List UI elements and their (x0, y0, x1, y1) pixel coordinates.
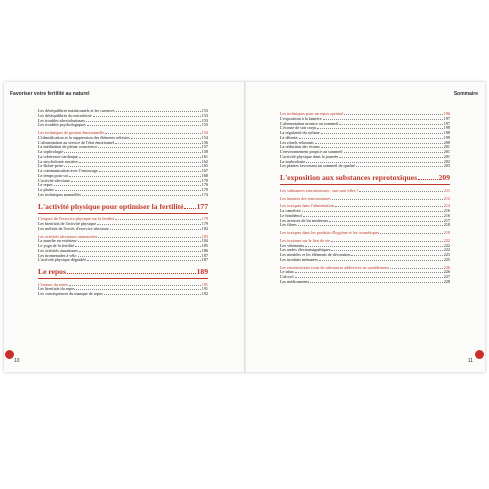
toc-entry-title: L'activité physique dans la journée (280, 153, 339, 159)
toc-entry-page: 222 (443, 247, 450, 252)
toc-chapter-entry (38, 201, 208, 212)
dot-leader (97, 221, 201, 225)
toc-entry-title: Les bienfaits de l'activité physique (38, 221, 96, 226)
toc-entry-title: Les plantes favorisant un sommeil de qualité (280, 163, 355, 168)
dot-leader (79, 154, 201, 158)
toc-entry-title: L'impact de l'exercice physique sur la fertilité (38, 216, 115, 221)
dot-leader (104, 291, 201, 295)
toc-entry-page: 217 (443, 217, 450, 223)
page-number-left: 10 (14, 358, 20, 364)
toc-entry-page: 191 (201, 286, 208, 291)
toc-entry-title: Le yoga de la fertilité (38, 243, 75, 248)
toc-entry-title: Le plaisir (38, 187, 54, 192)
toc-entry-title: Les déséquilibres nutritionnels et les carences (38, 108, 115, 113)
dot-leader (295, 269, 442, 273)
dot-leader (339, 121, 442, 125)
toc-entry-title: L'écoute de son corps (280, 125, 317, 130)
dot-leader (79, 248, 201, 252)
toc-entry-title: L'activité physique pour optimiser la fertilité (38, 201, 184, 211)
toc-entry-page: 153 (201, 112, 208, 118)
dot-leader (390, 264, 443, 268)
toc-entry-title: Les méfaits de l'excès d'exercice physique (38, 225, 109, 231)
toc-section-entry (280, 188, 450, 193)
dot-leader (305, 242, 443, 246)
toc-entry-page: 191 (201, 281, 208, 287)
toc-entry-page: 177 (196, 201, 208, 211)
dot-leader (298, 222, 443, 226)
toc-entry-title: L'impact du repos (38, 281, 69, 287)
toc-entry-page: 170 (201, 182, 208, 187)
toc-entry-title: Le temps pour soi (38, 172, 69, 178)
toc-entry-page: 153 (201, 122, 208, 127)
dot-leader (99, 168, 201, 172)
toc-entry-page: 154 (201, 134, 208, 140)
toc-entry-page: 186 (201, 247, 208, 253)
dot-leader (310, 279, 443, 283)
toc-entry-page: 170 (201, 187, 208, 192)
dot-leader (303, 213, 443, 217)
toc-entry-title: Les toxiques dans les produits d'hygiène et les cosmétiques (280, 230, 380, 235)
dot-leader (64, 163, 201, 167)
dot-leader (110, 226, 201, 230)
toc-entry-page: 209 (438, 173, 450, 182)
dot-leader (115, 216, 200, 220)
toc-entry-page: 203 (443, 163, 450, 168)
chapter-rule (280, 184, 450, 185)
dot-leader (71, 178, 201, 182)
toc-entry-title: Les meubles et les éléments de décoration (280, 252, 351, 257)
dot-leader (331, 238, 443, 242)
toc-entry-page: 189 (196, 266, 208, 276)
dot-leader (418, 173, 438, 180)
toc-section-entry (280, 195, 450, 200)
toc-entry-title: L'alimentation propice au sommeil (280, 120, 339, 126)
toc-entry-title: L'exposition aux substances reprotoxiques (280, 173, 418, 182)
toc-entry-page: 212 (443, 195, 450, 201)
dot-leader (55, 187, 201, 191)
toc-entry-title: L'alcool (280, 274, 294, 279)
dot-leader (76, 286, 201, 290)
corner-badge-icon (475, 350, 484, 359)
dot-leader (131, 135, 201, 139)
dot-leader (64, 149, 200, 153)
dot-leader (79, 159, 201, 163)
dot-leader (299, 135, 443, 139)
dot-leader (78, 252, 201, 256)
toc-entry-title: Les impacts des reprotoxiques (280, 195, 331, 201)
dot-leader (93, 113, 201, 117)
toc-entry-title: Les activités physiques appropriées (38, 233, 98, 239)
toc-entry-page: 197 (443, 120, 450, 126)
toc-entry-page: 183 (201, 233, 208, 239)
toc-entry-page: 196 (443, 111, 450, 116)
dot-leader (317, 125, 442, 129)
toc-entry-title: L'exposition à la lumière (280, 115, 322, 121)
toc-entry-page: 216 (443, 212, 450, 218)
dot-leader (321, 144, 443, 148)
toc-entry-page: 168 (201, 172, 208, 178)
dot-leader (69, 281, 201, 285)
toc-entry-title: La sophrologie (280, 158, 306, 164)
toc-entry-title: Le lâcher-prise (38, 163, 64, 168)
toc-entry-page: 201 (443, 144, 450, 149)
dot-leader (75, 243, 201, 247)
toc-entry-page: 170 (201, 177, 208, 183)
toc-entry-title: Les substances reprotoxiques : que sont-elles ? (280, 187, 359, 193)
toc-entry-page: 161 (201, 153, 208, 159)
toc-entry-page: 198 (443, 125, 450, 130)
toc-entry-title: Les activités aquatiques (38, 247, 79, 253)
dot-leader (302, 208, 443, 212)
toc-entry-title: La détente (280, 134, 298, 140)
dot-leader (86, 118, 201, 122)
toc-entry-page: 223 (443, 252, 450, 257)
dot-leader (344, 149, 443, 153)
dot-leader (339, 154, 443, 158)
toc-entry-title: L'activité physique dégradée (38, 257, 86, 262)
dot-leader (319, 257, 443, 261)
chapter-rule (38, 213, 208, 214)
toc-entry-title: La réduction des écrans (280, 144, 320, 149)
toc-entry-page: 201 (443, 149, 450, 154)
toc-entry-page: 197 (443, 115, 450, 121)
dot-leader (67, 267, 196, 274)
toc-entry-title: Les ondes électromagnétiques (280, 247, 331, 252)
toc-entry-page: 226 (443, 264, 450, 270)
toc-entry-title: Le repos (38, 266, 66, 276)
dot-leader (331, 247, 442, 251)
toc-entry-title: Le bisphénol (280, 212, 302, 218)
toc-entry (38, 192, 208, 197)
dot-leader (356, 163, 443, 167)
toc-entry-page: 153 (201, 108, 208, 113)
toc-entry-title: Les toxiques dans l'alimentation (280, 203, 334, 208)
toc-entry-title: L'environnement propice au sommeil (280, 149, 343, 154)
toc-chapter-entry (280, 172, 450, 183)
toc-entry-title: Les promenades à vélo (38, 252, 77, 258)
running-title-left: Favoriser votre fertilité au naturel (10, 91, 90, 97)
toc-entry-title: La camelote (280, 208, 301, 213)
page-number-right: 11 (467, 358, 473, 364)
dot-leader (329, 217, 443, 221)
dot-leader (82, 192, 201, 196)
dot-leader (69, 173, 201, 177)
toc-entry-page: 154 (201, 130, 208, 135)
toc-section-entry (280, 230, 450, 235)
toc-entry-page: 219 (443, 230, 450, 235)
toc-entry-page: 198 (443, 130, 450, 135)
toc-entry-title: La psychologie positive (38, 158, 79, 164)
toc-entry-page: 222 (443, 242, 450, 248)
toc-entry-page: 227 (443, 274, 450, 279)
running-title-right: Sommaire (453, 91, 478, 97)
toc-entry-title: L'activité physique (38, 177, 70, 183)
toc-entry-title: Les déséquilibres du microbiote (38, 112, 92, 118)
toc-entry-page: 216 (443, 208, 450, 213)
dot-leader (344, 111, 443, 115)
corner-badge-icon (5, 350, 14, 359)
toc-entry-page: 218 (443, 222, 450, 227)
toc-entry-page: 214 (443, 203, 450, 208)
dot-leader (184, 202, 195, 209)
toc-entry-title: Les troubles psychologiques (38, 122, 86, 127)
dot-leader (115, 140, 201, 144)
dot-leader (87, 257, 201, 261)
toc-entry-page: 201 (443, 153, 450, 159)
toc-entry (38, 226, 208, 231)
toc-entry-page: 226 (443, 269, 450, 274)
toc-entry-page: 199 (443, 134, 450, 140)
toc-entry-page: 167 (201, 168, 208, 173)
toc-entry (280, 279, 450, 284)
toc-entry-title: La cohérence cardiaque (38, 153, 78, 159)
toc-entry-title: Le repos (38, 182, 53, 187)
toc-entry-title: Les reprotoxiques issus de substances addictives ou quotidiennes (280, 264, 389, 270)
toc-chapter-entry (38, 266, 208, 277)
dot-leader (116, 108, 201, 112)
toc-entry-page: 153 (201, 117, 208, 123)
dot-leader (335, 203, 443, 207)
toc-entry-title: Les techniques de gestion émotionnelle (38, 130, 105, 135)
toc-entry-page: 228 (443, 278, 450, 284)
dot-leader (87, 122, 201, 126)
toc-entry-page: 225 (443, 256, 450, 262)
toc-entry-title: La méditation de pleine conscience (38, 144, 98, 149)
toc-entry-page: 162 (201, 158, 208, 164)
toc-entry-page: 184 (201, 238, 208, 243)
toc-entry-page: 211 (443, 187, 450, 193)
dot-leader (332, 195, 443, 199)
chapter-rule (38, 278, 208, 279)
toc-entry-page: 202 (443, 158, 450, 164)
toc-entry-title: Les troubles physiologiques (38, 117, 85, 123)
toc-entry-page: 174 (201, 191, 208, 197)
toc-entry-page: 187 (201, 257, 208, 262)
toc-entry-page: 222 (443, 237, 450, 243)
toc-column-left (38, 108, 208, 296)
toc-entry-title: La marche en extérieur (38, 238, 77, 243)
dot-leader (98, 144, 201, 148)
toc-entry-page: 200 (443, 139, 450, 145)
toc-entry-title: Les fibres (280, 222, 297, 227)
toc-entry-page: 165 (201, 163, 208, 168)
toc-entry-title: Les graisses de lin modernes (280, 217, 329, 223)
toc-entry-page: 192 (201, 291, 208, 296)
toc-entry-page: 182 (201, 225, 208, 231)
toc-entry-page: 179 (201, 216, 208, 221)
dot-leader (78, 238, 201, 242)
toc-entry-title: L'alimentation au service de l'état émotionnel (38, 139, 115, 145)
toc-entry-title: Les conséquences du manque de repos (38, 291, 103, 296)
dot-leader (359, 188, 442, 192)
toc-entry (38, 122, 208, 127)
toc-entry-page: 179 (201, 221, 208, 226)
toc-entry-page: 187 (201, 252, 208, 258)
toc-entry-page: 156 (201, 139, 208, 145)
dot-leader (105, 130, 201, 134)
dot-leader (323, 116, 443, 120)
toc-entry (38, 257, 208, 262)
toc-entry (38, 291, 208, 296)
toc-column-right (280, 108, 450, 283)
toc-entry-title: Les vêtements (280, 242, 305, 248)
toc-entry-page: 157 (201, 144, 208, 149)
dot-leader (380, 230, 443, 234)
dot-leader (321, 130, 443, 134)
dot-leader (306, 159, 442, 163)
book-spread (4, 82, 485, 372)
toc-entry (280, 222, 450, 227)
toc-entry-title: Les médicaments (280, 278, 310, 284)
toc-entry-title: Les toxiques sur le lieu de vie (280, 237, 331, 243)
dot-leader (54, 182, 201, 186)
toc-entry-title: Les bienfaits du repos (38, 286, 75, 291)
dot-leader (295, 274, 443, 278)
toc-entry-title: La communication avec l'entourage (38, 168, 98, 173)
toc-entry-title: L'identification et la suppression des éléments néfastes (38, 134, 130, 140)
toc-entry-title: Les techniques manuelles (38, 191, 82, 197)
dot-leader (315, 140, 443, 144)
toc-entry (280, 163, 450, 168)
dot-leader (98, 233, 200, 237)
dot-leader (351, 252, 442, 256)
toc-entry-title: La régularité du rythme (280, 130, 320, 135)
page-gutter (244, 82, 246, 372)
toc-entry-title: Les rituels relaxants (280, 139, 314, 145)
toc-entry-page: 185 (201, 243, 208, 248)
toc-entry-page: 158 (201, 149, 208, 154)
toc-entry-title: La sophrologie (38, 149, 64, 154)
toc-entry-title: Les produits ménagers (280, 256, 318, 262)
toc-entry (280, 257, 450, 262)
toc-entry-title: Les techniques pour un repos optimal (280, 111, 343, 116)
toc-entry-title: Le tabac (280, 269, 295, 274)
